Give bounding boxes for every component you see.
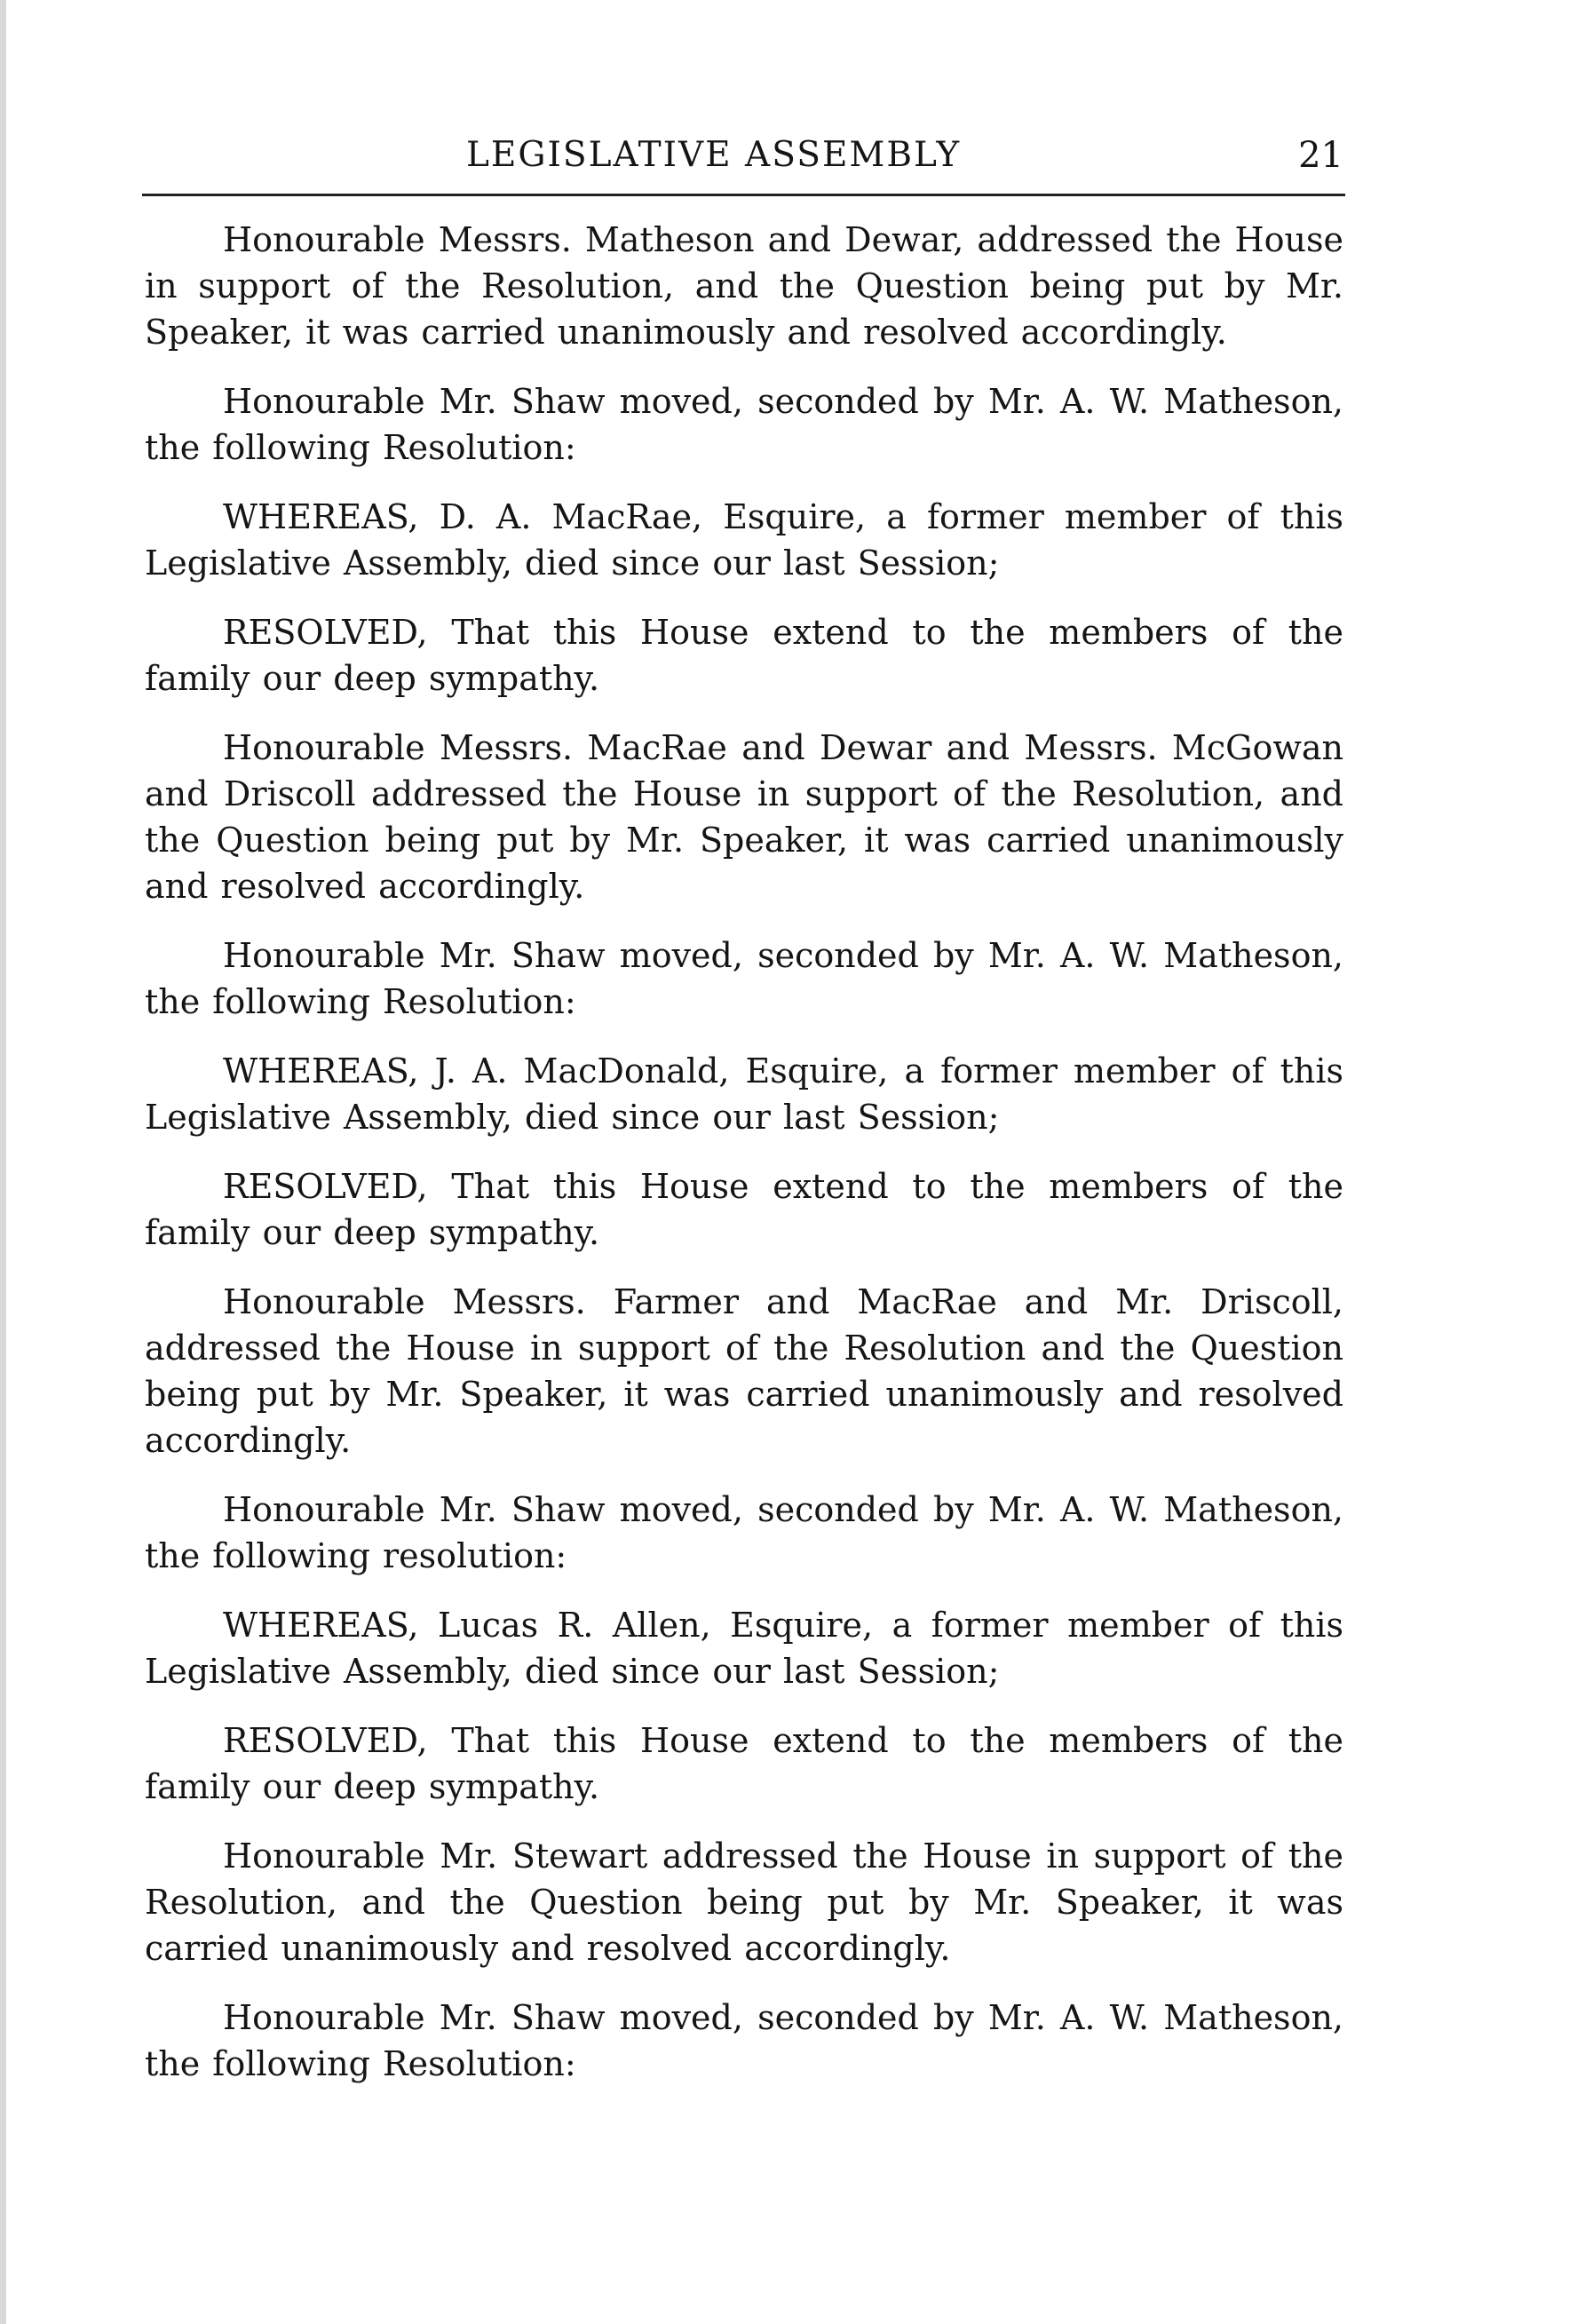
paragraph: WHEREAS, J. A. MacDonald, Esquire, a former member of this Legislative Assembly, died since our last Session; bbox=[145, 1051, 1343, 1137]
paragraph: Honourable Messrs. Matheson and Dewar, addressed the House in support of the Resolution, and the Question being put by Mr. Speaker, it was carried unanimously and resolved accordingly. bbox=[145, 220, 1343, 352]
running-title: LEGISLATIVE ASSEMBLY bbox=[466, 135, 962, 175]
running-header bbox=[145, 133, 1343, 186]
paragraph: Honourable Mr. Shaw moved, seconded by Mr. A. W. Matheson, the following Resolution: bbox=[145, 382, 1343, 467]
body-text bbox=[145, 217, 1343, 2110]
paragraph: RESOLVED, That this House extend to the members of the family our deep sympathy. bbox=[145, 613, 1343, 698]
page-gutter-edge bbox=[0, 0, 6, 2324]
paragraph: RESOLVED, That this House extend to the members of the family our deep sympathy. bbox=[145, 1721, 1343, 1806]
paragraph: WHEREAS, Lucas R. Allen, Esquire, a former member of this Legislative Assembly, died since our last Session; bbox=[145, 1606, 1343, 1691]
paragraph: RESOLVED, That this House extend to the members of the family our deep sympathy. bbox=[145, 1167, 1343, 1252]
paragraph: Honourable Messrs. Farmer and MacRae and Mr. Driscoll, addressed the House in support of the Resolution and the Question being put by Mr. Speaker, it was carried unanimously and resolved accordingly. bbox=[145, 1282, 1343, 1460]
paragraph: Honourable Mr. Shaw moved, seconded by Mr. A. W. Matheson, the following Resolution: bbox=[145, 936, 1343, 1021]
paragraph: Honourable Mr. Stewart addressed the House in support of the Resolution, and the Question being put by Mr. Speaker, it was carried unanimously and resolved accordingly. bbox=[145, 1836, 1343, 1968]
paragraph: WHEREAS, D. A. MacRae, Esquire, a former member of this Legislative Assembly, died since our last Session; bbox=[145, 497, 1343, 583]
page-number: 21 bbox=[1298, 135, 1343, 176]
paragraph: Honourable Mr. Shaw moved, seconded by Mr. A. W. Matheson, the following Resolution: bbox=[145, 1998, 1343, 2083]
header-rule bbox=[142, 194, 1345, 196]
paragraph: Honourable Messrs. MacRae and Dewar and Messrs. McGowan and Driscoll addressed the House in support of the Resolution, and the Question being put by Mr. Speaker, it was carried unanimously and resolved accordingly. bbox=[145, 728, 1343, 906]
paragraph: Honourable Mr. Shaw moved, seconded by Mr. A. W. Matheson, the following resolution: bbox=[145, 1490, 1343, 1575]
